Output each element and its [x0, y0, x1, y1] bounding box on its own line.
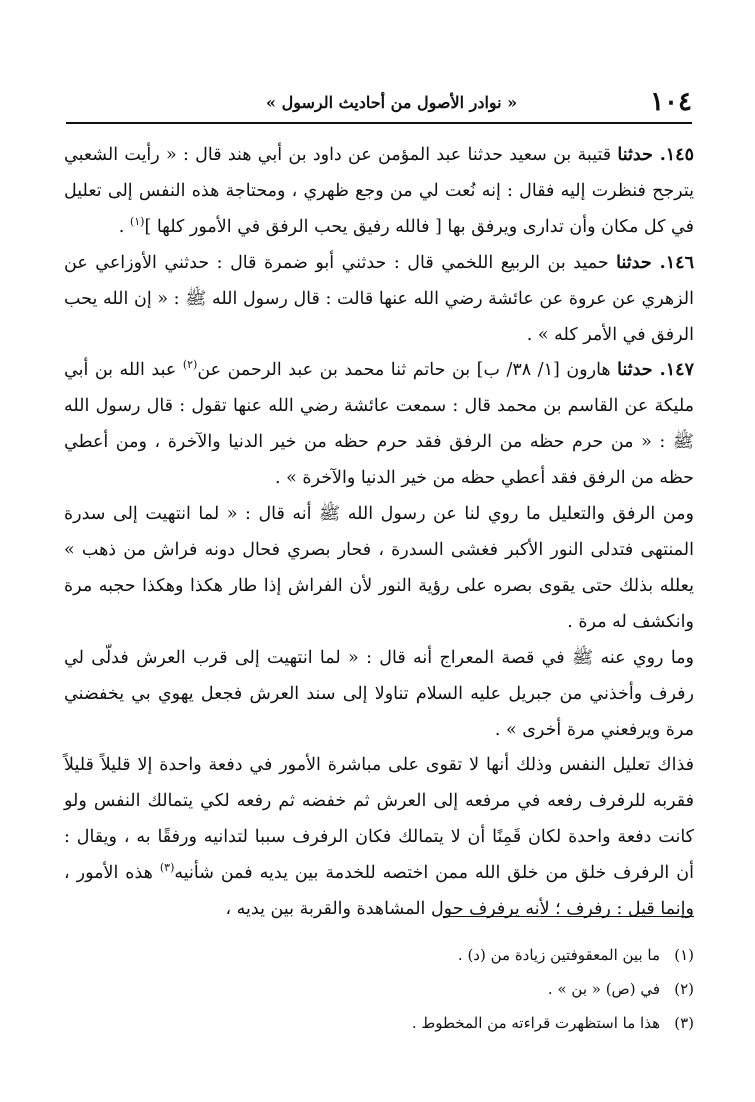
footnote-text: هذا ما استظهرت قراءته من المخطوط . [411, 1014, 660, 1032]
text-run: فذاك تعليل النفس وذلك أنها لا تقوى على مباشرة الأمور في دفعة واحدة إلا قليلاً قليلاً فقربه للرفرف رفعه في مرفعه إلى العرش ثم خفضه ثم رفعه لكي يتمالك النفس ولو كانت دفعة واحدة لكان قَمِنًا أن لا يتمالك فكان الرفرف سببا لتدانيه ورفقًا به ، ويقال : أن الرفرف خلق من خلق الله ممن اختصه للخدمة بين يديه فمن شأنيه [64, 755, 694, 884]
footnote-number: (١) [674, 946, 694, 964]
hadith-paragraph [64, 246, 694, 354]
page-header [66, 86, 692, 124]
text-run: حميد بن الربيع اللخمي قال : حدثني أبو ضمرة قال : حدثني الأوزاعي عن الزهري عن عروة عن عائشة رضي الله عنها قالت : قال رسول الله ﷺ : « إن الله يحب الرفق في الأمر كله » . [64, 252, 694, 345]
footnote-ref: (١) [129, 214, 145, 228]
commentary-paragraph [64, 497, 694, 641]
hadith-paragraph [64, 138, 694, 246]
commentary-paragraph [64, 748, 694, 928]
footnote-item [64, 972, 694, 1006]
text-run: هذه الأمور ، وإنما قيل : رفرف ؛ لأنه يرفرف حول المشاهدة والقربة بين يديه ، [64, 863, 694, 920]
text-run: . [118, 216, 130, 237]
hadith-number: ١٤٥. حدثنا [617, 145, 694, 165]
hadith-number: ١٤٦. حدثنا [616, 252, 694, 273]
footnote-text: ما بين المعقوفتين زيادة من (د) . [457, 946, 660, 964]
text-run: ومن الرفق والتعليل ما روي لنا عن رسول الله ﷺ أنه قال : « لما انتهيت إلى سدرة المنتهى فتدلى النور الأكبر فغشى السدرة ، فحار بصري فحال دونه فراش من ذهب » يعلله بذلك حتى يقوى بصره على رؤية النور لأن الفراش إذا طار هكذا وهكذا حجبه مرة وانكشف له مرة . [64, 504, 694, 632]
text-run: عبد الله بن أبي مليكة عن القاسم بن محمد قال : سمعت عائشة رضي الله عنها تقول : قال رسول الله ﷺ : « من حرم حظه من الرفق فقد حرم حظه من خير الدنيا والآخرة ، ومن أعطي حظه من الرفق فقد أعطي حظه من خير الدنيا والآخرة » . [64, 360, 694, 489]
text-run: وما روي عنه ﷺ في قصة المعراج أنه قال : « لما انتهيت إلى قرب العرش فدلّى لي رفرف وأخذني من جبريل عليه السلام تناولا إلى سند العرش فجعل يهوي بي يخفضني مرة ويرفعني مرة أخرى » . [64, 647, 694, 740]
footnote-number: (٢) [674, 980, 694, 998]
page-number: ١٠٤ [650, 87, 692, 117]
footnotes [64, 938, 694, 1040]
main-text [64, 138, 694, 928]
footnote-ref: (٢) [182, 358, 198, 372]
footnote-separator [443, 916, 694, 917]
text-run: قتيبة بن سعيد حدثنا عبد المؤمن عن داود بن أبي هند قال : « رأيت الشعبي يترجح فنظرت إليه فقال : إنه نُعت لي من وجع ظهري ، ومحتاجة هذه النفس إلى تعليل في كل مكان وأن تدارى ويرفق بها [ فالله رفيق يحب الرفق في الأمور كلها ] [64, 145, 694, 237]
footnote-ref: (٣) [159, 861, 175, 875]
hadith-number: ١٤٧. حدثنا [617, 360, 694, 381]
text-run: هارون [١/ ٣٨/ ب] بن حاتم ثنا محمد بن عبد الرحمن عن [197, 360, 618, 381]
footnote-item [64, 1006, 694, 1040]
running-title: « نوادر الأصول من أحاديث الرسول » [266, 93, 518, 112]
footnote-number: (٣) [674, 1014, 694, 1032]
footnote-text: في (ص) « بن » . [547, 980, 660, 998]
commentary-paragraph [64, 641, 694, 749]
hadith-paragraph [64, 353, 694, 497]
footnote-item [64, 938, 694, 972]
